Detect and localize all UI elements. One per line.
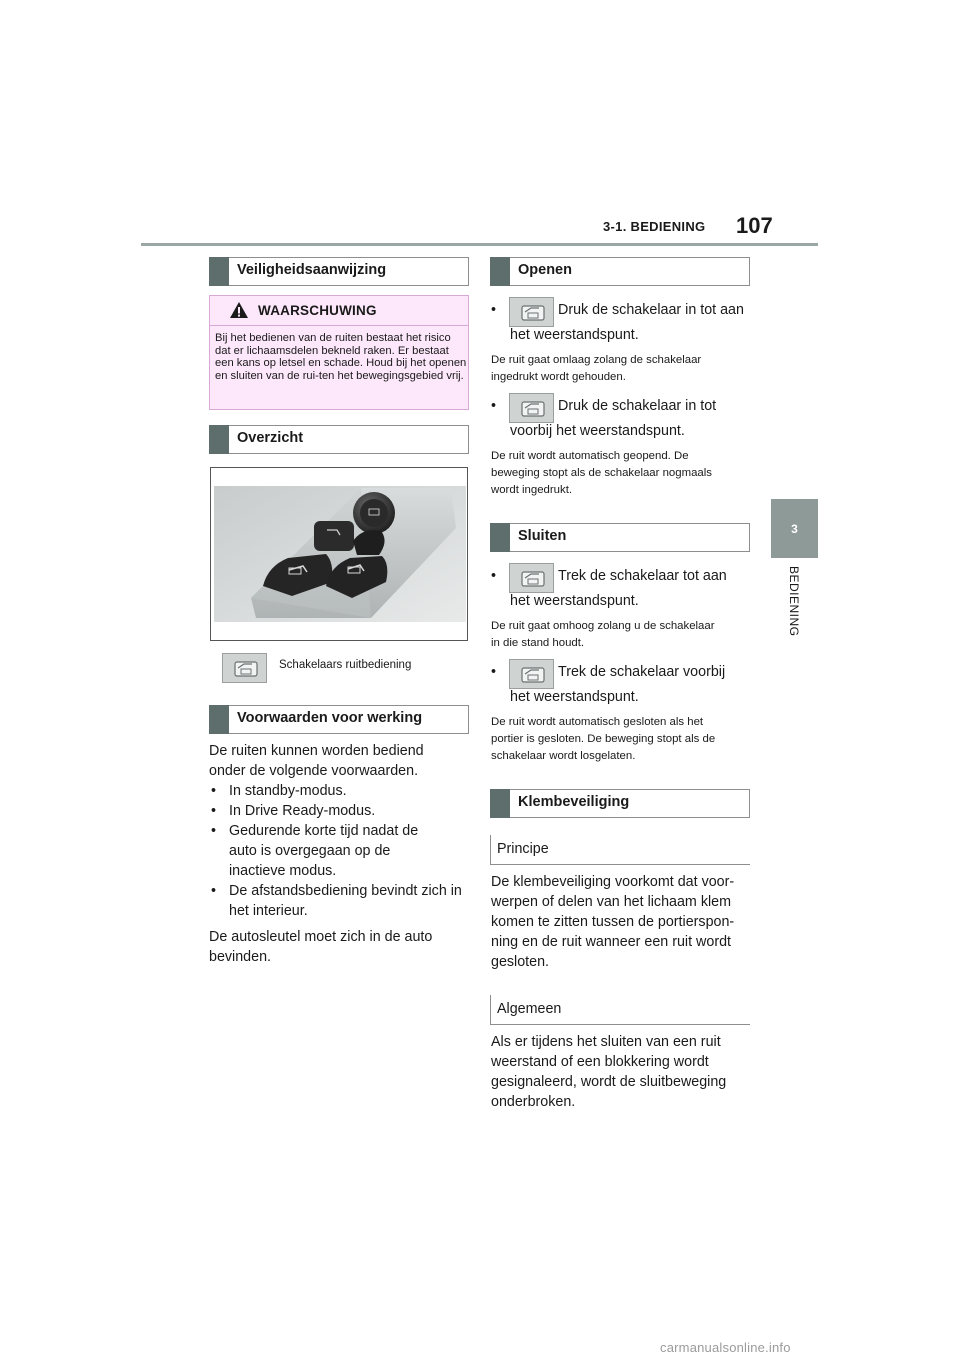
window-switch-icon: [222, 653, 267, 683]
window-switches-illustration: [211, 468, 468, 641]
chapter-label: [787, 566, 801, 646]
bullet: •: [491, 398, 497, 414]
conditions-intro-line-1: De ruiten kunnen worden bediend: [209, 743, 424, 759]
list-item: • De afstandsbediening bevindt zich in het interieur.: [209, 881, 471, 921]
section-heading-pinch: [490, 789, 750, 818]
list-item: • In Drive Ready-modus.: [209, 801, 471, 821]
principle-line-3: komen te zitten tussen de portierspon-: [491, 914, 735, 930]
section-heading-conditions: [209, 705, 469, 734]
key-note-line-2: bevinden.: [209, 949, 272, 965]
step-text-line-2: het weerstandspunt.: [510, 327, 639, 343]
section-heading-text: Klembeveiliging: [518, 794, 630, 810]
warning-triangle-icon: [229, 301, 249, 319]
close-step-2-note-line-2: portier is gesloten. De beweging stopt als de: [491, 733, 716, 745]
window-switches-photo: [210, 467, 468, 641]
step-text-line-2: het weerstandspunt.: [510, 689, 639, 705]
open-step-1-note-line-1: De ruit gaat omlaag zolang de schakelaar: [491, 354, 702, 366]
section-bar: [209, 425, 229, 454]
open-step-2-note-line-1: De ruit wordt automatisch geopend. De: [491, 450, 689, 462]
subheading-text: Principe: [497, 841, 549, 857]
section-bar: [490, 523, 510, 552]
conditions-intro-line-2: onder de volgende voorwaarden.: [209, 763, 419, 779]
chapter-tab: 3: [771, 499, 818, 558]
section-heading-overview: [209, 425, 469, 454]
section-bar: [490, 257, 510, 286]
photo-caption: Schakelaars ruitbediening: [279, 659, 412, 671]
step-text-line-2: het weerstandspunt.: [510, 593, 639, 609]
subheading-rule: [490, 995, 491, 1025]
window-switch-icon: [509, 659, 554, 689]
subheading-text: Algemeen: [497, 1001, 562, 1017]
chapter-label-text: BEDIENING: [787, 566, 801, 637]
key-note-line-1: De autosleutel moet zich in de auto: [209, 929, 433, 945]
warning-header: [210, 296, 468, 326]
header-section-title: 3-1. BEDIENING: [603, 219, 706, 234]
window-switch-icon: [509, 563, 554, 593]
close-step-1-note-line-1: De ruit gaat omhoog zolang u de schakelaar: [491, 620, 715, 632]
principle-line-4: ning en de ruit wanneer een ruit wordt: [491, 934, 732, 950]
list-item: • In standby-modus.: [209, 781, 471, 801]
principle-line-5: gesloten.: [491, 954, 550, 970]
subheading-general: [490, 995, 750, 1025]
step-text-line-1: Trek de schakelaar tot aan: [558, 568, 727, 584]
principle-line-2: werpen of delen van het lichaam klem: [491, 894, 732, 910]
window-switch-icon: [509, 297, 554, 327]
general-line-4: onderbroken.: [491, 1094, 576, 1110]
section-bar: [490, 789, 510, 818]
section-heading-text: Openen: [518, 262, 572, 278]
header-rule: [141, 243, 818, 246]
step-text-line-1: Trek de schakelaar voorbij: [558, 664, 726, 680]
subheading-rule: [490, 835, 491, 865]
step-text-line-1: Druk de schakelaar in tot aan: [558, 302, 744, 318]
open-step-1-note-line-2: ingedrukt wordt gehouden.: [491, 371, 626, 383]
warning-box: [209, 295, 469, 410]
warning-text: Bij het bedienen van de ruiten bestaat het risico dat er lichaamsdelen bekneld raken. Er bestaat een kans op letsel en schade. Houd bij het openen en sluiten van de rui-ten het bewegingsgebied vrij.: [215, 332, 467, 382]
watermark: carmanualsonline.info: [660, 1340, 791, 1355]
general-line-2: weerstand of een blokkering wordt: [491, 1054, 709, 1070]
bullet: •: [491, 568, 497, 584]
step-text-line-1: Druk de schakelaar in tot: [558, 398, 717, 414]
close-step-2-note-line-3: schakelaar wordt losgelaten.: [491, 750, 636, 762]
close-step-1-note-line-2: in die stand houdt.: [491, 637, 585, 649]
warning-title: WAARSCHUWING: [258, 303, 377, 318]
section-heading-open: [490, 257, 750, 286]
section-heading-text: Voorwaarden voor werking: [237, 710, 423, 726]
general-line-1: Als er tijdens het sluiten van een ruit: [491, 1034, 721, 1050]
section-heading-close: [490, 523, 750, 552]
open-step-2-note-line-3: wordt ingedrukt.: [491, 484, 573, 496]
section-heading-safety: [209, 257, 469, 286]
conditions-list: [209, 781, 471, 921]
bullet: •: [491, 302, 497, 318]
section-heading-text: Veiligheidsaanwijzing: [237, 262, 387, 278]
window-switch-icon: [509, 393, 554, 423]
section-heading-text: Sluiten: [518, 528, 567, 544]
list-item: • Gedurende korte tijd nadat de auto is overgegaan op de inactieve modus.: [209, 821, 471, 881]
section-bar: [209, 257, 229, 286]
page-number: 107: [736, 213, 773, 238]
subheading-principle: [490, 835, 750, 865]
section-bar: [209, 705, 229, 734]
general-line-3: gesignaleerd, wordt de sluitbeweging: [491, 1074, 727, 1090]
close-step-2-note-line-1: De ruit wordt automatisch gesloten als het: [491, 716, 704, 728]
principle-line-1: De klembeveiliging voorkomt dat voor-: [491, 874, 735, 890]
open-step-2-note-line-2: beweging stopt als de schakelaar nogmaals: [491, 467, 712, 479]
step-text-line-2: voorbij het weerstandspunt.: [510, 423, 685, 439]
section-heading-text: Overzicht: [237, 430, 304, 446]
bullet: •: [491, 664, 497, 680]
